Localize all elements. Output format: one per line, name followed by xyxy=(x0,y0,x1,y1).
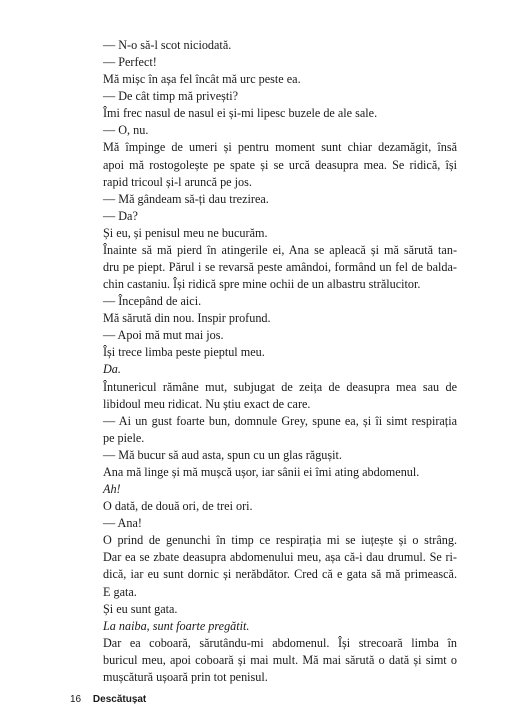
text-line: chin castaniu. Își ridică spre mine ochii de un albastru strălucitor. xyxy=(103,277,421,292)
text-line: — Da? xyxy=(103,208,138,223)
text-line: Mă împinge de umeri și pentru moment sunt chiar dezamăgit, însă xyxy=(103,140,457,155)
running-title: Descătușat xyxy=(92,694,147,705)
text-line: — Perfect! xyxy=(103,55,157,70)
text-line: Îmi frec nasul de nasul ei și-mi lipesc buzele de ale sale. xyxy=(103,106,378,121)
text-line: — De cât timp mă privești? xyxy=(103,89,239,104)
text-line: pe piele. xyxy=(103,430,145,445)
text-line: — Apoi mă mut mai jos. xyxy=(103,328,224,343)
text-line: Întunericul rămâne mut, subjugat de zeița de deasupra mea sau de xyxy=(103,379,457,394)
text-line: O dată, de două ori, de trei ori. xyxy=(103,499,253,514)
text-line: Înainte să mă pierd în atingerile ei, Ana se apleacă și mă sărută tan- xyxy=(103,242,457,257)
text-line: rapid tricoul și-l aruncă pe jos. xyxy=(103,174,252,189)
text-line: — O, nu. xyxy=(103,123,149,138)
text-line: Își trece limba peste pieptul meu. xyxy=(103,345,265,360)
text-line: La naiba, sunt foarte pregătit. xyxy=(103,618,250,633)
text-line: — Începând de aici. xyxy=(103,294,202,309)
text-line: dru pe piept. Părul i se revarsă peste amândoi, formând un fel de balda- xyxy=(103,260,457,275)
text-line: — Mă gândeam să-ți dau trezirea. xyxy=(103,191,269,206)
text-line: Da. xyxy=(103,362,121,377)
text-line: E gata. xyxy=(103,584,137,599)
text-line: Mă mișc în așa fel încât mă urc peste ea. xyxy=(103,72,301,87)
text-line: buricul meu, apoi coboară și mai mult. Mă mai sărută o dată și simt o xyxy=(103,652,457,667)
text-line: mușcătură ușoară prin tot penisul. xyxy=(103,669,268,684)
text-line: Mă sărută din nou. Inspir profund. xyxy=(103,311,271,326)
page-number: 16 xyxy=(70,694,82,705)
text-line: Și eu, și penisul meu ne bucurăm. xyxy=(103,225,268,240)
text-line: Dar ea se zbate deasupra abdomenului meu, așa că-i dau drumul. Se ri- xyxy=(103,550,457,565)
text-line: Ana mă linge și mă mușcă ușor, iar sânii ei îmi ating abdomenul. xyxy=(103,464,420,479)
text-line: libidoul meu ridicat. Nu știu exact de care. xyxy=(103,396,311,411)
text-line: — Mă bucur să aud asta, spun cu un glas răgușit. xyxy=(103,447,342,462)
text-line: O prind de genunchi în timp ce respirația mi se iuțește și o strâng. xyxy=(103,533,457,548)
text-line: Ah! xyxy=(103,482,121,497)
page-body-text xyxy=(103,37,457,686)
text-line: — N-o să-l scot niciodată. xyxy=(103,38,232,52)
text-line: — Ai un gust foarte bun, domnule Grey, spune ea, și îi simt respirația xyxy=(103,413,457,428)
text-line: — Ana! xyxy=(103,516,142,531)
text-line: dică, iar eu sunt dornic și nerăbdător. Cred că e gata să mă primească. xyxy=(103,567,457,582)
text-line: Dar ea coboară, sărutându-mi abdomenul. Își strecoară limba în xyxy=(103,635,457,650)
text-line: Și eu sunt gata. xyxy=(103,601,178,616)
page-footer xyxy=(70,694,146,705)
text-line: apoi mă rostogolește pe spate și se urcă deasupra mea. Se ridică, își xyxy=(103,157,457,172)
